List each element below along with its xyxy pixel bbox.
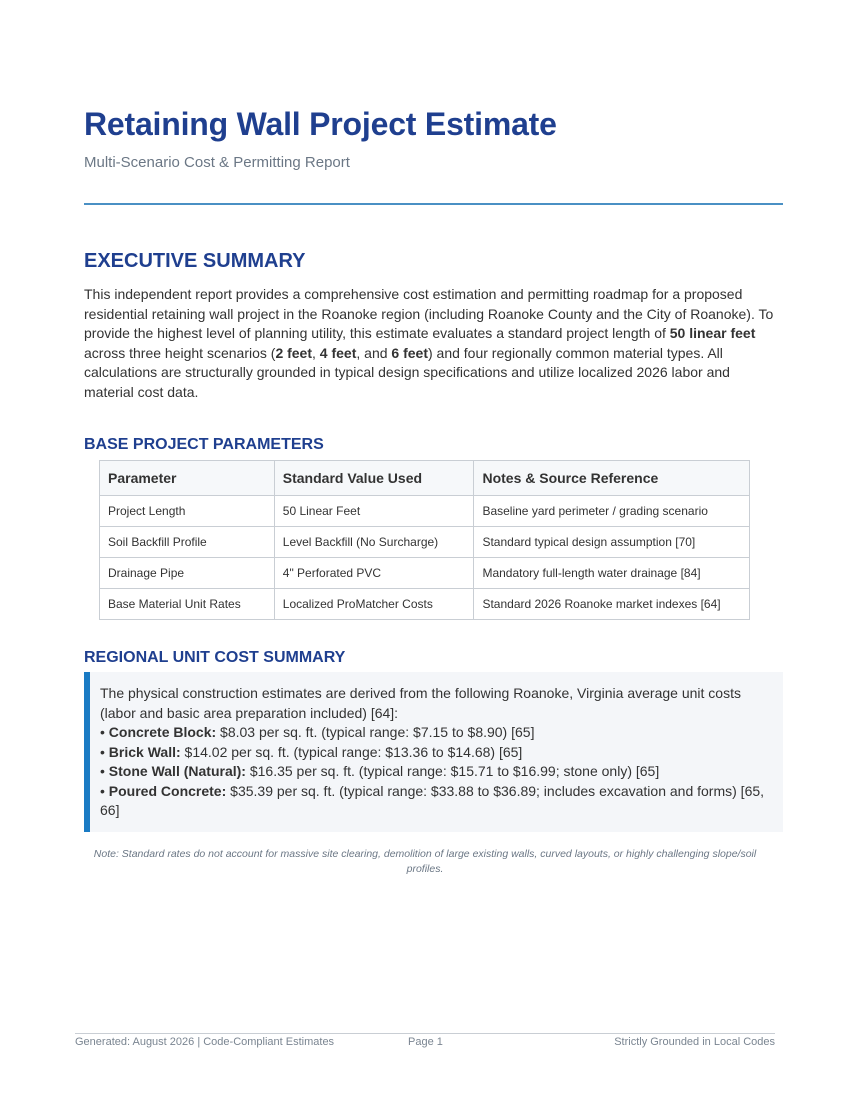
table-cell: Standard typical design assumption [70] — [474, 527, 750, 558]
height-2ft-highlight: 2 feet — [275, 344, 313, 361]
footer-divider — [75, 1033, 775, 1034]
table-row — [100, 558, 750, 589]
height-4ft-highlight: 4 feet — [319, 344, 357, 361]
footer-right: Strictly Grounded in Local Codes — [614, 1036, 775, 1048]
regional-costs-heading: REGIONAL UNIT COST SUMMARY — [84, 649, 346, 666]
height-6ft-highlight: 6 feet — [391, 344, 428, 361]
column-header: Notes & Source Reference — [474, 461, 750, 496]
cost-item-brick-wall: • Brick Wall: $14.02 per sq. ft. (typical range: $13.36 to $14.68) [65] — [100, 743, 523, 760]
column-header: Parameter — [100, 461, 275, 496]
table-cell: Level Backfill (No Surcharge) — [274, 527, 474, 558]
column-header: Standard Value Used — [274, 461, 474, 496]
table-header-row — [100, 461, 750, 496]
unit-cost-callout — [84, 672, 783, 832]
disclaimer-note: Note: Standard rates do not account for massive site clearing, demolition of large existing walls, curved layouts, or highly challenging slope/soil profiles. — [93, 848, 757, 875]
title-divider — [84, 203, 783, 205]
project-length-highlight: 50 linear feet — [669, 325, 756, 341]
cost-item-poured-concrete: • Poured Concrete: $35.39 per sq. ft. (typical range: $33.88 to $36.89; includes excavation and forms) [65, 66] — [100, 782, 765, 818]
cost-item-stone-wall: • Stone Wall (Natural): $16.35 per sq. ft. (typical range: $15.71 to $16.99; stone only) [65] — [100, 763, 660, 779]
table-cell: Soil Backfill Profile — [100, 527, 275, 558]
executive-summary-text: This independent report provides a comprehensive cost estimation and permitting roadmap for a proposed residential retaining wall project in the Roanoke region (including Roanoke County and the City of Roanoke). To provide the highest level of planning utility, this estimate evaluates a standard project length of 50 linear feet across three height scenarios (2 feet, 4 feet, and 6 feet) and four regionally common material types. All calculations are structurally grounded in typical design specifications and utilize localized 2026 labor and material cost data. — [84, 286, 774, 400]
base-parameters-heading: BASE PROJECT PARAMETERS — [84, 436, 324, 453]
table-row — [100, 589, 750, 620]
table-cell: Mandatory full-length water drainage [84] — [474, 558, 750, 589]
callout-intro: The physical construction estimates are derived from the following Roanoke, Virginia average unit costs (labor and basic area preparation included) [64]: — [100, 685, 741, 721]
table-cell: Drainage Pipe — [100, 558, 275, 589]
table-cell: Standard 2026 Roanoke market indexes [64] — [474, 589, 750, 620]
footer-left: Generated: August 2026 | Code-Compliant Estimates — [75, 1036, 335, 1048]
footer-page-number: Page 1 — [408, 1036, 443, 1048]
table-cell: 4" Perforated PVC — [274, 558, 474, 589]
cost-item-concrete-block: • Concrete Block: $8.03 per sq. ft. (typical range: $7.15 to $8.90) [65] — [100, 724, 535, 740]
executive-summary-heading: EXECUTIVE SUMMARY — [84, 250, 306, 272]
table-cell: Base Material Unit Rates — [100, 589, 275, 620]
base-parameters-table — [99, 460, 750, 620]
table-cell: 50 Linear Feet — [274, 496, 474, 527]
page-title: Retaining Wall Project Estimate — [84, 106, 557, 142]
table-cell: Project Length — [100, 496, 275, 527]
table-row — [100, 496, 750, 527]
table-cell: Baseline yard perimeter / grading scenario — [474, 496, 750, 527]
table-row — [100, 527, 750, 558]
table-cell: Localized ProMatcher Costs — [274, 589, 474, 620]
page-subtitle: Multi-Scenario Cost & Permitting Report — [84, 154, 350, 171]
